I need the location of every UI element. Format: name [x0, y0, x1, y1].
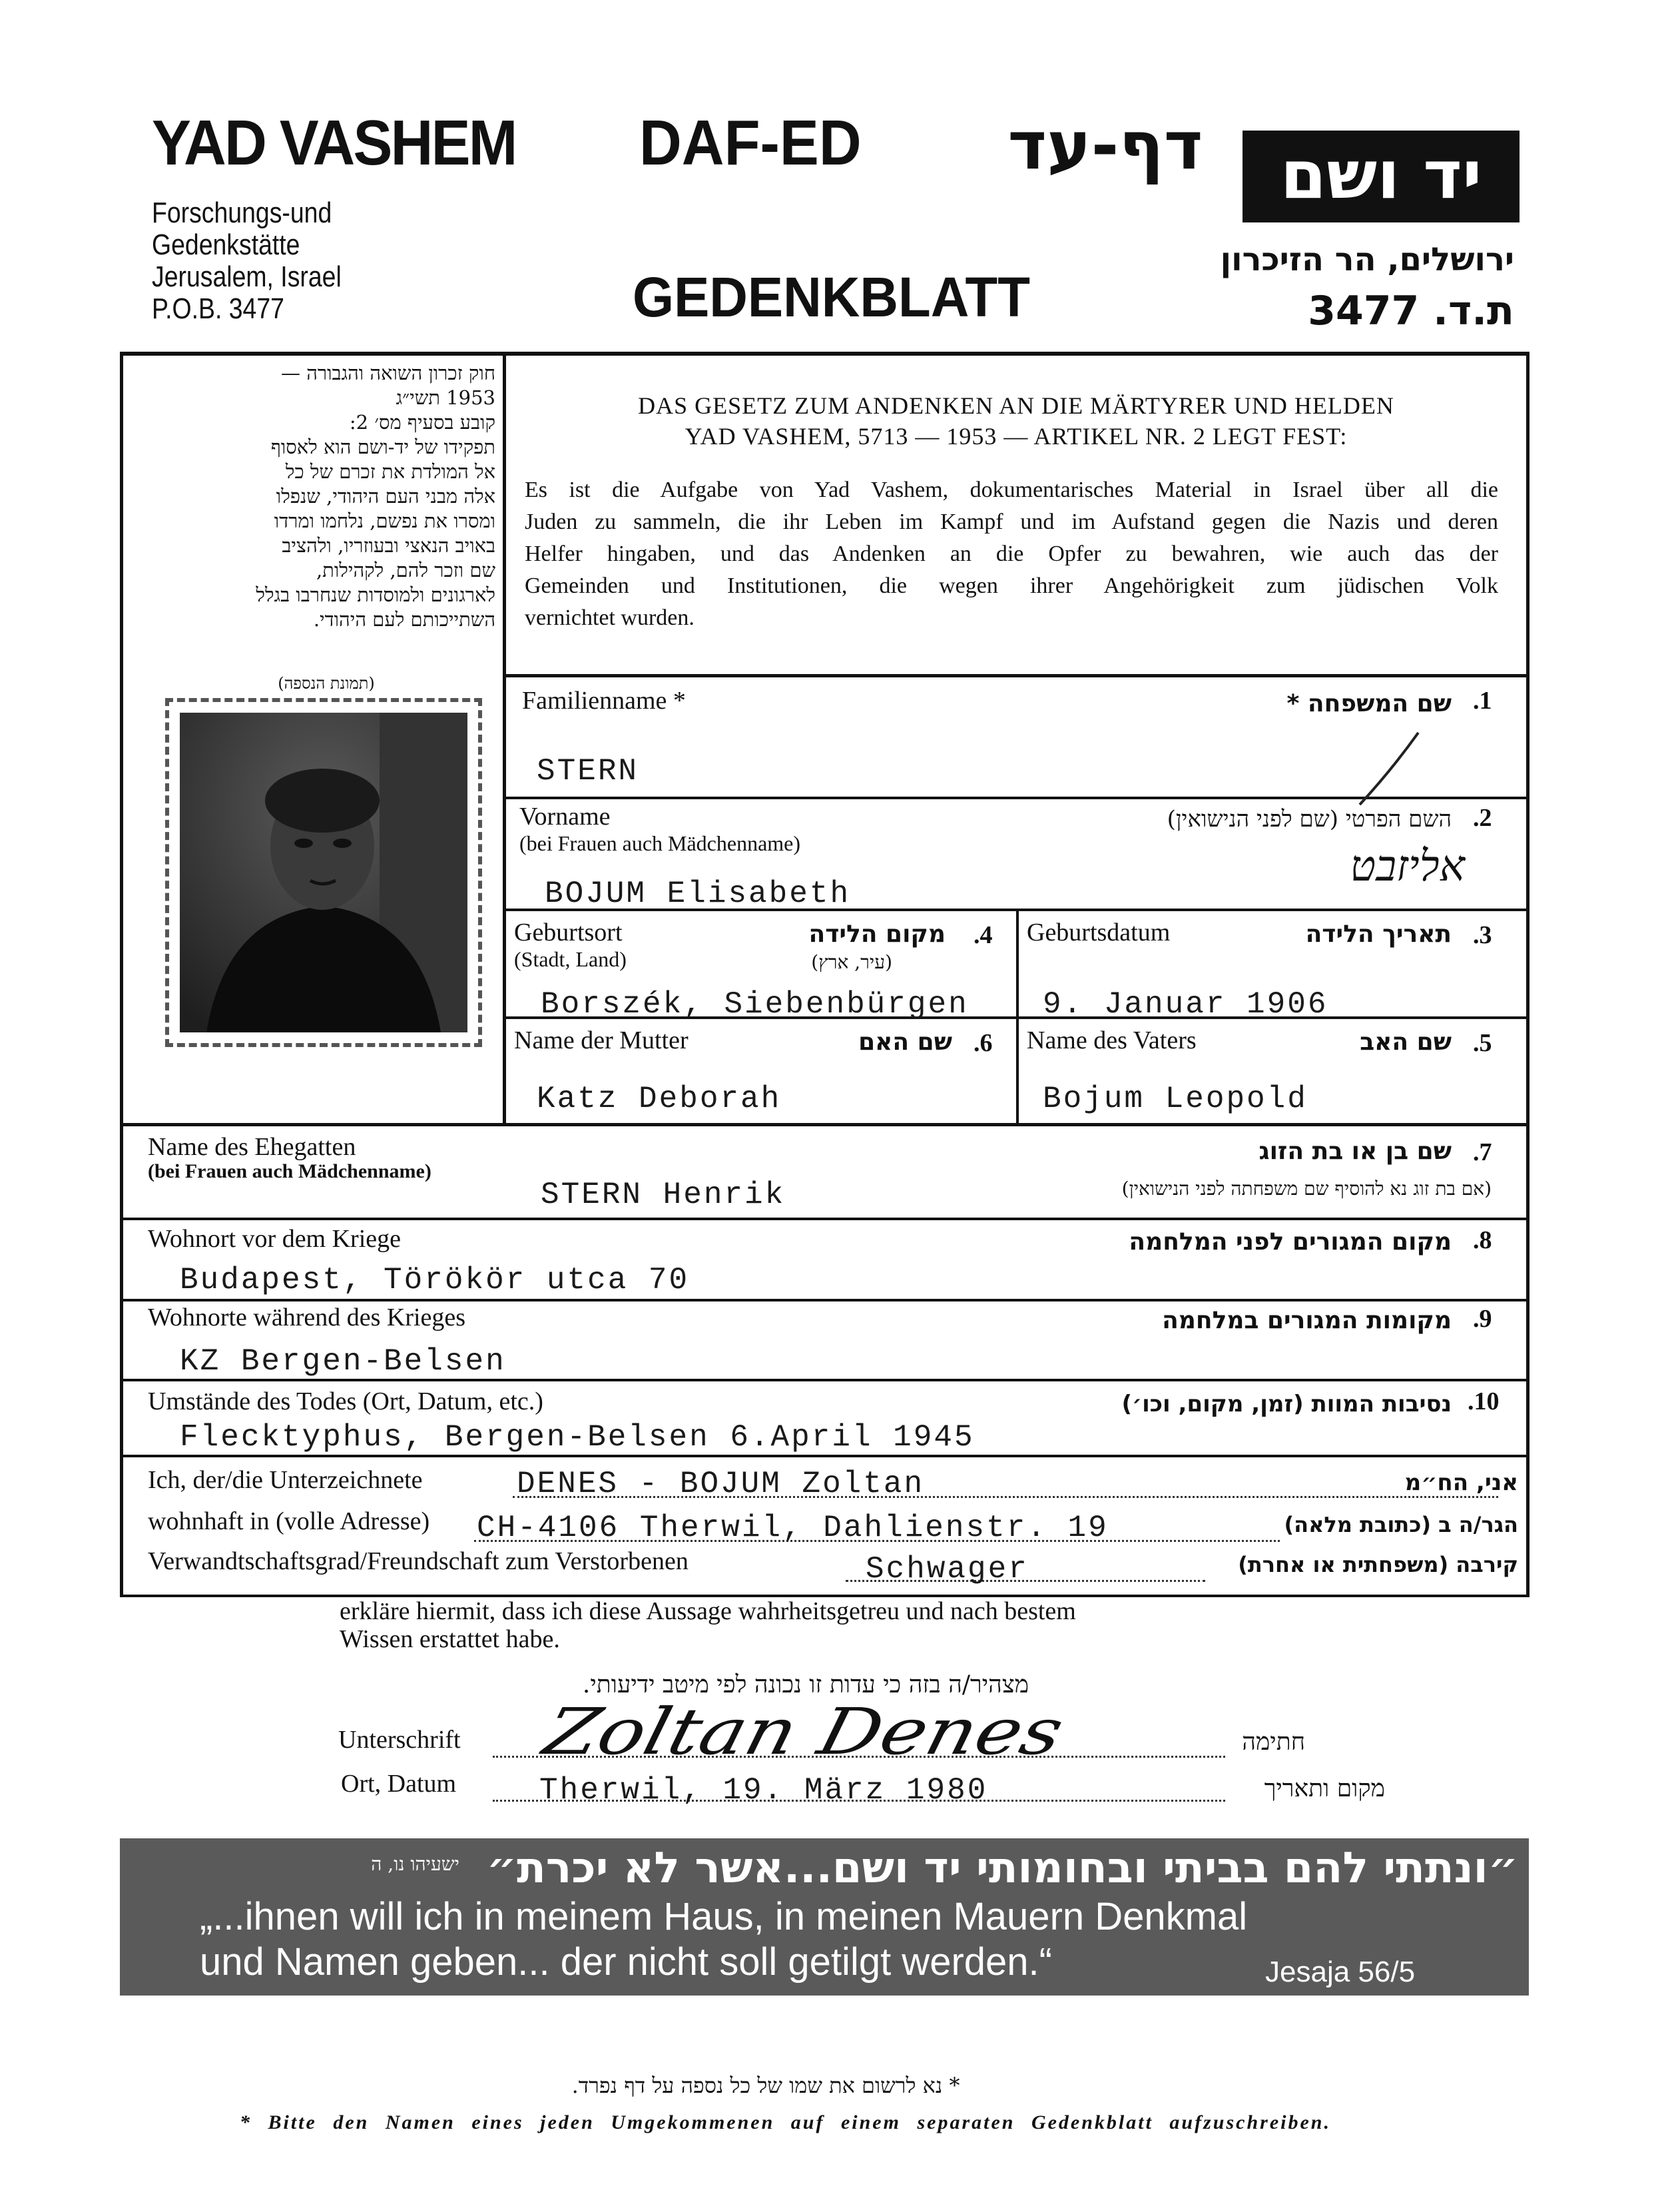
field3-value: 9. Januar 1906	[1043, 987, 1328, 1022]
verwandt-hebrew: קירבה (משפחתית או אחרת)	[1238, 1552, 1518, 1577]
law-text-line: Helfer hingaben, und das Andenken an die Opfer zu bewahren, wie auch das der	[525, 542, 1498, 566]
law-hebrew-line: השתייכותם לעם היהודי.	[313, 608, 495, 631]
form-title-hebrew: דף-עד	[1007, 107, 1203, 184]
field4-value: Borszék, Siebenbürgen	[541, 987, 969, 1022]
statement-hebrew: מצהיר/ה בזה כי עדות זו נכונה לפי מיטב ידיעותי.	[582, 1671, 1029, 1698]
ortdatum-value: Therwil, 19. März 1980	[539, 1773, 988, 1808]
law-heading	[511, 390, 1521, 452]
statement	[340, 1597, 1076, 1653]
subtitle: GEDENKBLATT	[633, 266, 1030, 328]
wohnhaft-value: CH-4106 Therwil, Dahlienstr. 19	[477, 1511, 1109, 1545]
field3-label: Geburtsdatum	[1027, 919, 1171, 946]
logo-text: יד ושם	[1280, 136, 1482, 214]
banner-hebrew: ״ונתתי להם בביתי ובחומותי יד ושם...אשר לא יכרת״	[486, 1844, 1518, 1893]
statement-line: Wissen erstattet habe.	[340, 1625, 560, 1653]
field2-hebrew: השם הפרטי (שם לפני הנישואין)	[1167, 806, 1452, 833]
field1-hebrew: שם המשפחה *	[1286, 690, 1452, 717]
law-hebrew-line: אלה מבני העם היהודי, שנפלו	[276, 485, 495, 508]
field7-hebrew-sub: (אם בת זוג נא להוסיף שם משפחתה לפני הנישואין)	[1121, 1178, 1492, 1200]
banner-hebrew-ref: ישעיהו נו, ה	[371, 1853, 459, 1875]
field5-label: Name des Vaters	[1027, 1026, 1197, 1054]
portrait-image	[180, 713, 467, 1032]
field2-number: .2	[1473, 804, 1492, 832]
law-heading-line: YAD VASHEM, 5713 — 1953 — ARTIKEL NR. 2 LEGT FEST:	[685, 423, 1348, 450]
field4-sublabel: (Stadt, Land)	[514, 947, 627, 971]
pob-hebrew: ת.ד. 3477	[1308, 288, 1514, 334]
field7-label: Name des Ehegatten	[148, 1133, 356, 1161]
field8-number: .8	[1473, 1226, 1492, 1254]
field10-label: Umstände des Todes (Ort, Datum, etc.)	[148, 1387, 543, 1415]
signature: Zoltan Denes	[537, 1694, 1071, 1769]
pen-mark	[1352, 730, 1425, 810]
verwandt-label: Verwandtschaftsgrad/Freundschaft zum Verstorbenen	[148, 1547, 689, 1575]
ich-value: DENES - BOJUM Zoltan	[517, 1467, 925, 1501]
field6-number: .6	[974, 1029, 993, 1057]
banner-german-line: und Namen geben... der nicht soll getilgt werden.“	[200, 1940, 1052, 1984]
victim-photo	[165, 698, 482, 1047]
field10-value: Flecktyphus, Bergen-Belsen 6.April 1945	[180, 1420, 975, 1455]
ich-hebrew: אני, הח״מ	[1404, 1469, 1518, 1496]
field8-label: Wohnort vor dem Kriege	[148, 1225, 401, 1253]
field6-label: Name der Mutter	[514, 1026, 689, 1054]
ich-label: Ich, der/die Unterzeichnete	[148, 1466, 423, 1494]
yad-vashem-logo	[1243, 131, 1520, 222]
field5-hebrew: שם האב	[1360, 1028, 1452, 1056]
field4-hebrew-sub: (עיר, ארץ)	[811, 951, 892, 973]
address-hebrew: ירושלים, הר הזיכרון	[1220, 241, 1514, 278]
org-line: Jerusalem, Israel	[152, 260, 342, 293]
org-name: YAD VASHEM	[152, 107, 516, 179]
law-text-line: Juden zu sammeln, die ihr Leben im Kampf und im Aufstand gegen die Nazis und deren	[525, 510, 1498, 534]
law-hebrew-line: באויב הנאצי ובעוזריו, ולהציב	[282, 534, 495, 557]
law-hebrew-line: ומסרו את נפשם, נלחמו ומרדו	[274, 510, 495, 532]
field6-value: Katz Deborah	[537, 1082, 782, 1116]
field1-value: STERN	[537, 754, 639, 789]
law-hebrew-line: חוק זכרון השואה והגבורה —	[280, 362, 495, 384]
field2-handwritten: אליזבט	[1350, 842, 1465, 891]
field4-number: .4	[974, 921, 993, 949]
field10-hebrew: נסיבות המוות (זמן, מקום, וכו׳)	[1121, 1391, 1452, 1417]
signature-hebrew: חתימה	[1242, 1728, 1305, 1756]
field8-hebrew: מקום המגורים לפני המלחמה	[1129, 1228, 1452, 1256]
field6-hebrew: שם האם	[858, 1028, 952, 1056]
form-title: DAF-ED	[639, 107, 862, 179]
banner-german	[200, 1894, 1247, 1985]
field1-label: Familienname *	[522, 687, 686, 715]
law-hebrew-line: קובע בסעיף מס׳ 2:	[349, 411, 495, 434]
law-text-line: vernichtet wurden.	[525, 605, 695, 630]
field9-value: KZ Bergen-Belsen	[180, 1344, 506, 1379]
field3-number: .3	[1473, 921, 1492, 949]
statement-line: erkläre hiermit, dass ich diese Aussage wahrheitsgetreu und nach bestem	[340, 1597, 1076, 1625]
field10-number: .10	[1468, 1387, 1500, 1415]
field9-number: .9	[1473, 1305, 1492, 1333]
field7-value: STERN Henrik	[541, 1178, 786, 1212]
org-line: P.O.B. 3477	[152, 292, 284, 325]
ortdatum-hebrew: מקום ותאריך	[1264, 1775, 1385, 1802]
field3-hebrew: תאריך הלידה	[1305, 921, 1452, 948]
law-text-line: Gemeinden und Institutionen, die wegen ihrer Angehörigkeit zum jüdischen Volk	[525, 573, 1498, 598]
field5-number: .5	[1473, 1029, 1492, 1057]
wohnhaft-hebrew: הגר/ה ב (כתובת מלאה)	[1284, 1512, 1518, 1537]
law-hebrew-line: לארגונים ולמוסדות שנחרבו בגלל	[256, 583, 495, 606]
field9-hebrew: מקומות המגורים במלחמה	[1162, 1307, 1452, 1334]
field7-hebrew: שם בן או בת הזוג	[1258, 1138, 1452, 1165]
field9-label: Wohnorte während des Krieges	[148, 1303, 466, 1331]
verwandt-value: Schwager	[866, 1552, 1029, 1587]
field2-label: Vorname	[519, 803, 611, 831]
signature-label: Unterschrift	[338, 1726, 461, 1754]
quote-banner	[120, 1838, 1529, 1996]
law-hebrew	[132, 361, 495, 632]
field4-label: Geburtsort	[514, 919, 623, 946]
field1-number: .1	[1473, 687, 1492, 715]
banner-ref: Jesaja 56/5	[1265, 1956, 1416, 1988]
law-text	[525, 474, 1498, 634]
org-line: Gedenkstätte	[152, 228, 300, 261]
field7-number: .7	[1473, 1138, 1492, 1166]
field8-value: Budapest, Törökör utca 70	[180, 1263, 690, 1297]
law-hebrew-line: אל המולדת את זכרם של כל	[285, 460, 495, 483]
law-hebrew-line: תפקידו של יד-ושם הוא לאסוף	[270, 436, 495, 458]
law-text-line: Es ist die Aufgabe von Yad Vashem, dokumentarisches Material in Israel über all die	[525, 478, 1498, 502]
ortdatum-label: Ort, Datum	[341, 1770, 457, 1798]
wohnhaft-label: wohnhaft in (volle Adresse)	[148, 1507, 430, 1535]
field2-value: BOJUM Elisabeth	[545, 877, 851, 911]
field2-sublabel: (bei Frauen auch Mädchenname)	[519, 831, 801, 855]
field5-value: Bojum Leopold	[1043, 1082, 1308, 1116]
org-address	[152, 197, 342, 325]
law-hebrew-line: 1953 תשי״ג	[396, 386, 495, 409]
field4-hebrew: מקום הלידה	[808, 921, 946, 948]
law-heading-line: DAS GESETZ ZUM ANDENKEN AN DIE MÄRTYRER UND HELDEN	[638, 392, 1394, 419]
banner-german-line: „...ihnen will ich in meinem Haus, in meinen Mauern Denkmal	[200, 1895, 1248, 1938]
org-line: Forschungs-und	[152, 196, 332, 229]
photo-caption: (תמונת הנספה)	[278, 674, 375, 693]
law-hebrew-line: שם וזכר להם, לקהילות,	[316, 559, 495, 581]
footer-german: * Bitte den Namen eines jeden Umgekommenen auf einem separaten Gedenkblatt aufzuschreiben.	[240, 2111, 1331, 2133]
field7-sublabel: (bei Frauen auch Mädchenname)	[148, 1160, 431, 1182]
footer-hebrew: * נא לרשום את שמו של כל נספה על דף נפרד.	[571, 2073, 960, 2098]
